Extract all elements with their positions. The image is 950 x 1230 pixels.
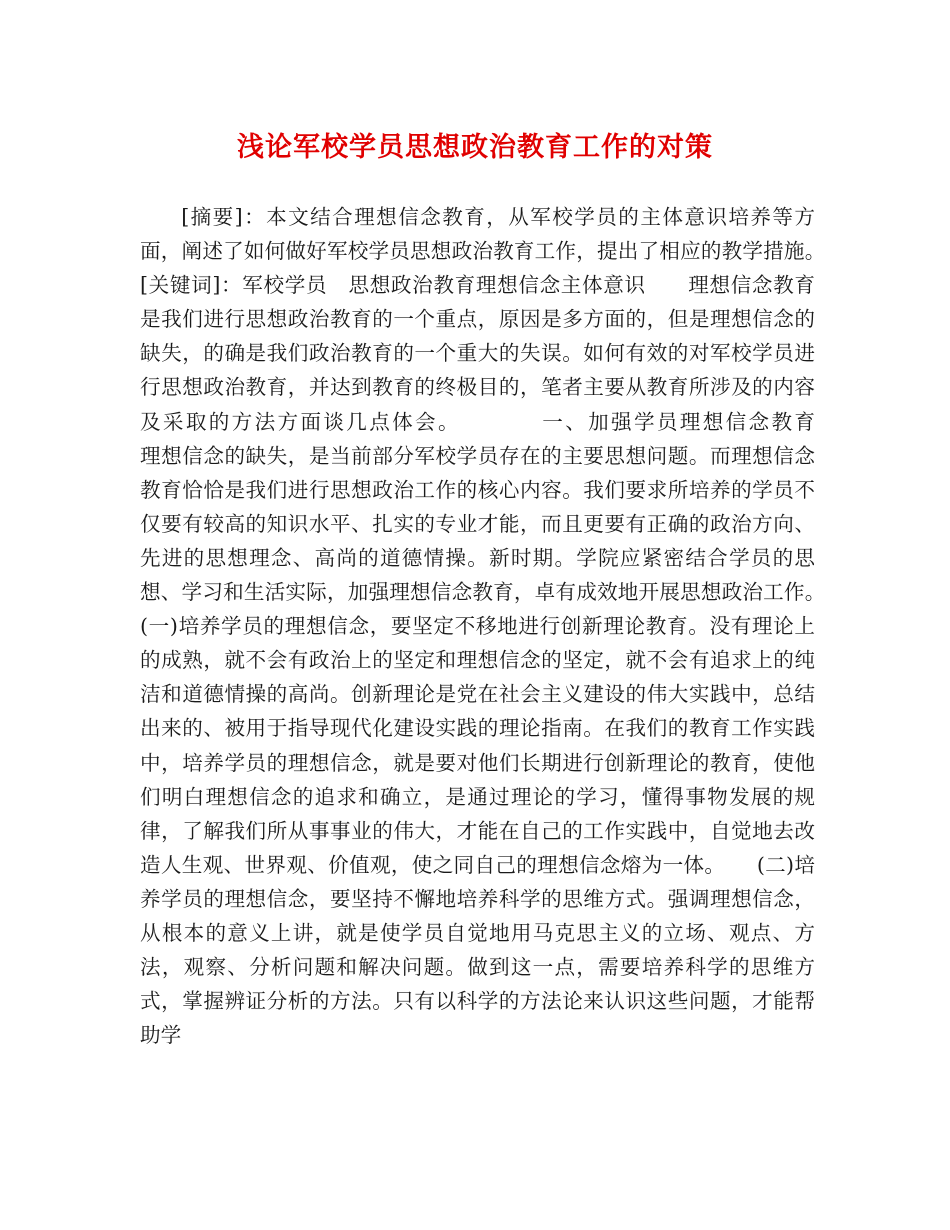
document-body-paragraph: [摘要]：本文结合理想信念教育，从军校学员的主体意识培养等方面，阐述了如何做好军校学员思想政治教育工作，提出了相应的教学措施。 [关键词]：军校学员 思想政治教育理想信念主体意识 理想信念教育是我们进行思想政治教育的一个重点，原因是多方面的，但是理想信念的缺失，的确是我们政治教育的一个重大的失误。如何有效的对军校学员进行思想政治教育，并达到教育的终极目的，笔者主要从教育所涉及的内容及采取的方法方面谈几点体会。 一、加强学员理想信念教育 理想信念的缺失，是当前部分军校学员存在的主要思想问题。而理想信念教育恰恰是我们进行思想政治工作的核心内容。我们要求所培养的学员不仅要有较高的知识水平、扎实的专业才能，而且更要有正确的政治方向、先进的思想理念、高尚的道德情操。新时期。学院应紧密结合学员的思想、学习和生活实际，加强理想信念教育，卓有成效地开展思想政治工作。 (一)培养学员的理想信念，要坚定不移地进行创新理论教育。没有理论上的成熟，就不会有政治上的坚定和理想信念的坚定，就不会有追求上的纯洁和道德情操的高尚。创新理论是党在社会主义建设的伟大实践中，总结出来的、被用于指导现代化建设实践的理论指南。在我们的教育工作实践中，培养学员的理想信念，就是要对他们长期进行创新理论的教育，使他们明白理想信念的追求和确立，是通过理论的学习，懂得事物发展的规律，了解我们所从事事业的伟大，才能在自己的工作实践中，自觉地去改造人生观、世界观、价值观，使之同自己的理想信念熔为一体。 (二)培养学员的理想信念，要坚持不懈地培养科学的思维方式。强调理想信念，从根本的意义上讲，就是使学员自觉地用马克思主义的立场、观点、方法，观察、分析问题和解决问题。做到这一点，需要培养科学的思维方式，掌握辨证分析的方法。只有以科学的方法论来认识这些问题，才能帮助学 bbox=[140, 205, 898, 1048]
document-title: 浅论军校学员思想政治教育工作的对策 bbox=[237, 132, 713, 163]
